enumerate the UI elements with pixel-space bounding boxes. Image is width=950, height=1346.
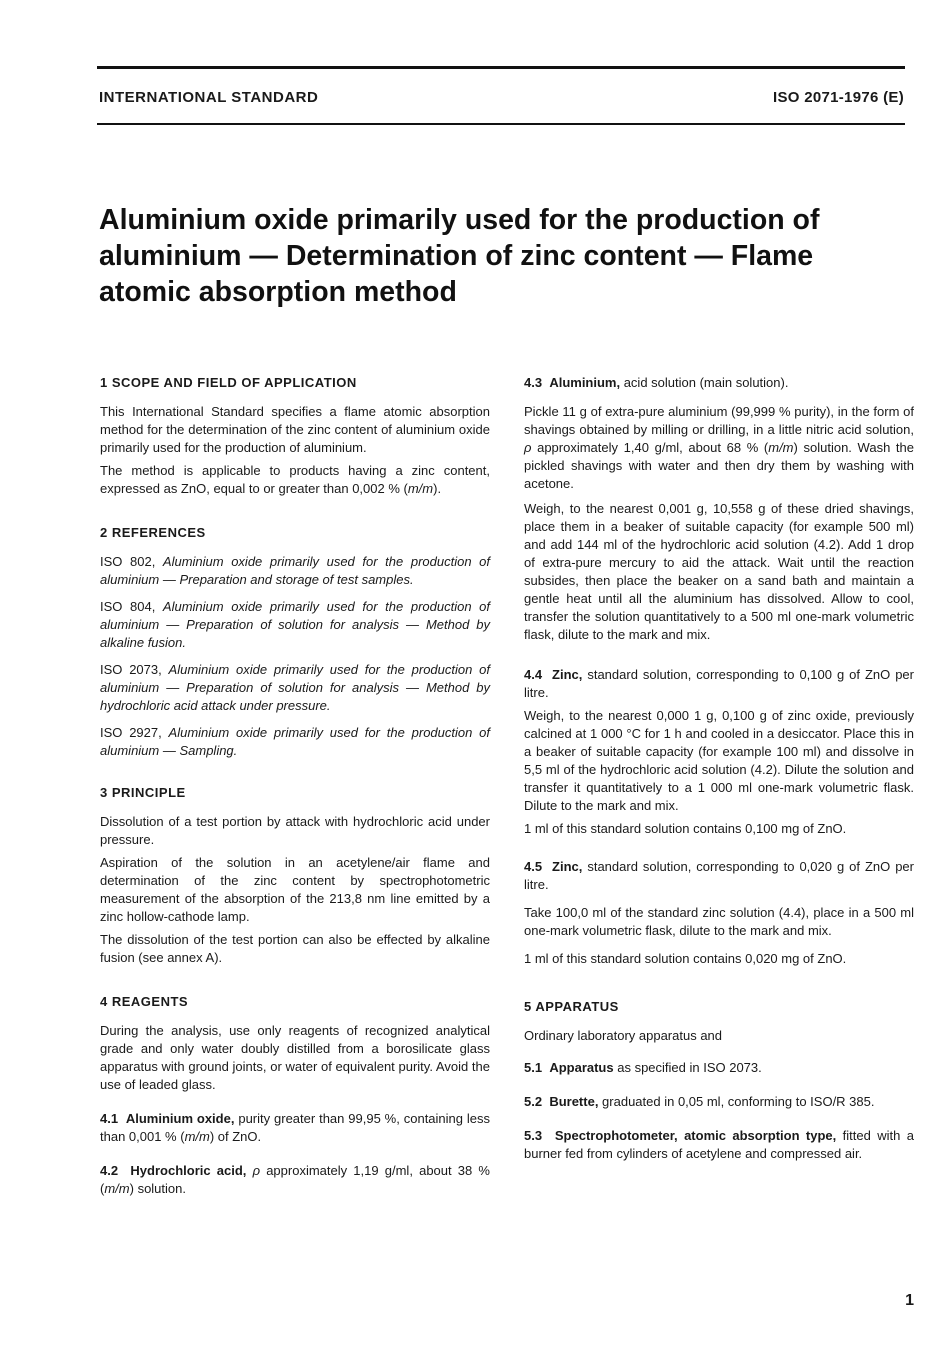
principle-paragraph-1: Dissolution of a test portion by attack with hydrochloric acid under pressure. (100, 814, 490, 847)
section-heading-apparatus: 5 APPARATUS (524, 999, 619, 1014)
page-number: 1 (905, 1292, 914, 1309)
section-heading-reagents: 4 REAGENTS (100, 994, 189, 1009)
reagent-4-5-paragraph-2: 1 ml of this standard solution contains 0,020 mg of ZnO. (524, 951, 847, 966)
document-title: Aluminium oxide primarily used for the production of aluminium — Determination of zinc content — Flame atomic absorption method (99, 204, 820, 308)
right-column (524, 374, 914, 1163)
principle-paragraph-3: The dissolution of the test portion can also be effected by alkaline fusion (see annex A). (100, 932, 490, 965)
header-rule-bottom (97, 123, 905, 125)
document-type: INTERNATIONAL STANDARD (99, 89, 319, 106)
reagent-4-5-paragraph-1: Take 100,0 ml of the standard zinc solution (4.4), place in a 500 ml one-mark volumetric flask, dilute to the mark and mix. (524, 905, 914, 938)
section-heading-references: 2 REFERENCES (100, 525, 206, 540)
reagent-4-1: 4.1 Aluminium oxide, purity greater than 99,95 %, containing less than 0,001 % (m/m) of ZnO. (100, 1111, 491, 1144)
standard-number: ISO 2071-1976 (E) (772, 89, 904, 106)
reagent-4-2: 4.2 Hydrochloric acid, ρ approximately 1,19 g/ml, about 38 % (m/m) solution. (100, 1163, 490, 1196)
apparatus-paragraph: Ordinary laboratory apparatus and (524, 1028, 723, 1043)
principle-paragraph-2: Aspiration of the solution in an acetylene/air flame and determination of the zinc content by spectrophotometric measurement of the absorption of the 213,8 nm line emitted by a zinc hollow-cathode lamp. (100, 855, 490, 924)
reference-item: ISO 2073, Aluminium oxide primarily used for the production of aluminium — Preparation of solution for analysis — Method by hydrochloric acid attack under pressure. (100, 662, 490, 713)
apparatus-5-1: 5.1 Apparatus as specified in ISO 2073. (524, 1060, 762, 1075)
reagent-4-3-paragraph-2: Weigh, to the nearest 0,001 g, 10,558 g of these dried shavings, place them in a beaker of suitable capacity (for example 500 ml) and add 144 ml of the hydrochloric acid solution (4.2). Add 1 drop of extra-pure mercury to aid the attack. Wait until the reaction subsides, then place the beaker on a sand bath and maintain a gentle heat until all the aluminium has dissolved. Allow to cool, transfer the solution quantitatively to a 500 ml one-mark volumetric flask, dilute to the mark and mix. (524, 501, 914, 642)
reference-item: ISO 802, Aluminium oxide primarily used for the production of aluminium — Preparation and storage of test samples. (100, 554, 490, 587)
apparatus-5-2: 5.2 Burette, graduated in 0,05 ml, conforming to ISO/R 385. (524, 1094, 875, 1109)
scope-paragraph-1: This International Standard specifies a flame atomic absorption method for the determination of the zinc content of aluminium oxide primarily used for the production of aluminium. (100, 404, 490, 455)
reference-item: ISO 2927, Aluminium oxide primarily used for the production of aluminium — Sampling. (100, 725, 490, 758)
reference-item: ISO 804, Aluminium oxide primarily used for the production of aluminium — Preparation of solution for analysis — Method by alkaline fusion. (100, 599, 490, 650)
scope-paragraph-2: The method is applicable to products having a zinc content, expressed as ZnO, equal to or greater than 0,002 % (m/m). (100, 463, 490, 496)
section-heading-scope: 1 SCOPE AND FIELD OF APPLICATION (100, 375, 357, 390)
reagent-4-5-heading: 4.5 Zinc, standard solution, corresponding to 0,020 g of ZnO per litre. (524, 859, 914, 892)
reagent-4-3-heading: 4.3 Aluminium, acid solution (main solution). (524, 375, 789, 390)
reagent-4-4-paragraph-1: Weigh, to the nearest 0,000 1 g, 0,100 g of zinc oxide, previously calcined at 1 000 °C for 1 h and cooled in a desiccator. Place this in a beaker of suitable capacity (for example 100 ml) and dissolve in 5,5 ml of the hydrochloric acid solution (4.2). Dilute the solution and transfer it quantitatively to a 1 000 ml one-mark volumetric flask. Dilute to the mark and mix. (524, 708, 914, 813)
header-rule-top (97, 66, 905, 69)
left-column (100, 374, 490, 1198)
section-heading-principle: 3 PRINCIPLE (100, 785, 186, 800)
reagent-4-4-paragraph-2: 1 ml of this standard solution contains 0,100 mg of ZnO. (524, 821, 847, 836)
apparatus-5-3: 5.3 Spectrophotometer, atomic absorption type, fitted with a burner fed from cylinders of acetylene and compressed air. (524, 1128, 914, 1161)
reagents-paragraph: During the analysis, use only reagents of recognized analytical grade and only water doubly distilled from a borosilicate glass apparatus with ground joints, or water of equivalent purity. Avoid the use of leaded glass. (100, 1023, 490, 1092)
reagent-4-4-heading: 4.4 Zinc, standard solution, corresponding to 0,100 g of ZnO per litre. (524, 667, 914, 700)
reagent-4-3-paragraph-1: Pickle 11 g of extra-pure aluminium (99,999 % purity), in the form of shavings obtained by milling or drilling, in a little nitric acid solution, ρ approximately 1,40 g/ml, about 68 % (m/m) solution. Wash the pickled shavings with water and then dry them by washing with acetone. (524, 404, 915, 491)
